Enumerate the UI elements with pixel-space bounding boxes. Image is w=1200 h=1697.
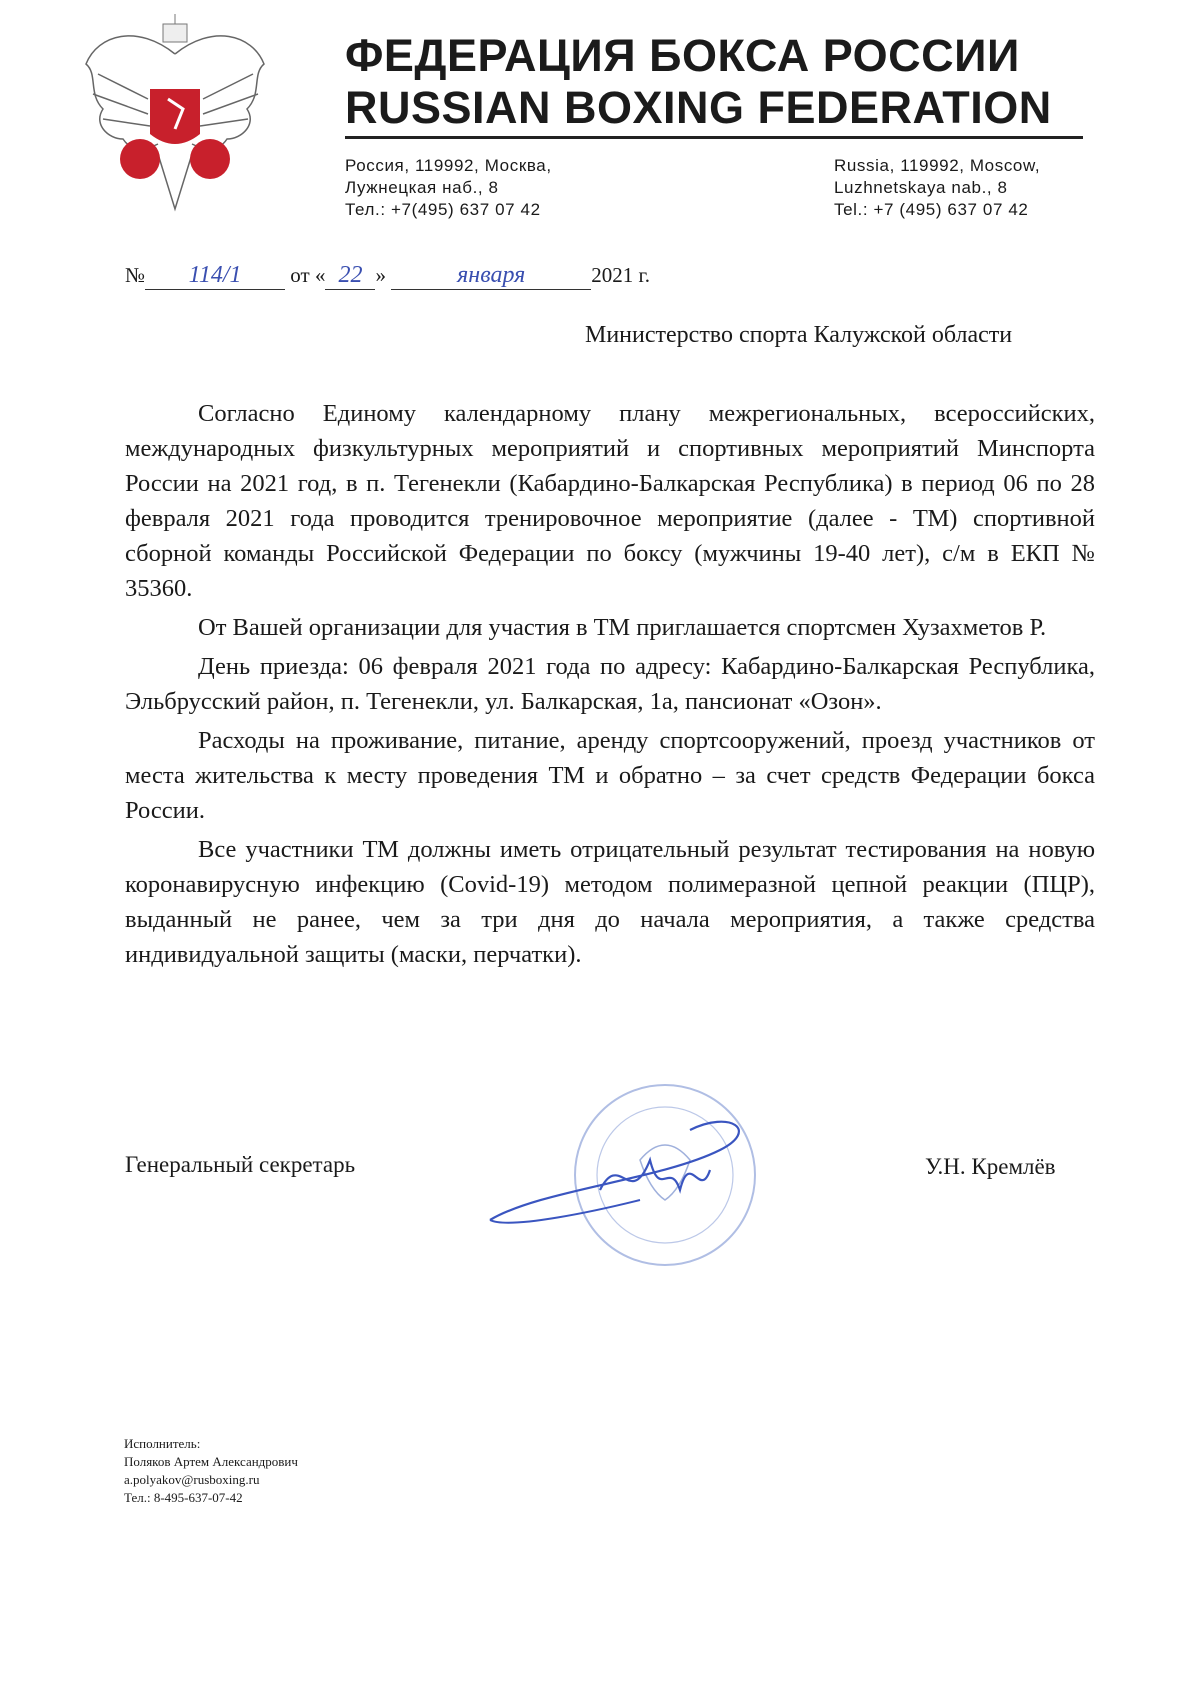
letter-body [125, 396, 1095, 976]
address-ru [345, 155, 552, 221]
date-month: января [391, 262, 591, 290]
executor-name: Поляков Артем Александрович [124, 1454, 298, 1469]
date-label: от « [290, 263, 326, 287]
paragraph: Все участники ТМ должны иметь отрицательный результат тестирования на новую коронавирусную инфекцию (Covid-19) методом полимеразной цепной реакции (ПЦР), выданный не ранее, чем за три дня до начала мероприятия, а также средства индивидуальной защиты (маски, перчатки). [125, 836, 1095, 968]
date-year: 2021 г. [591, 263, 650, 287]
phone-line: Tel.: +7 (495) 637 07 42 [834, 200, 1029, 219]
executor-phone: Тел.: 8-495-637-07-42 [124, 1490, 243, 1505]
addressee: Министерство спорта Калужской области [585, 322, 1013, 348]
paragraph: День приезда: 06 февраля 2021 года по адресу: Кабардино-Балкарская Республика, Эльбрусский район, п. Тегенекли, ул. Балкарская, 1а, пансионат «Озон». [125, 653, 1095, 715]
quote-mark: » [375, 263, 386, 287]
address-line: Luzhnetskaya nab., 8 [834, 178, 1008, 197]
coat-of-arms-emblem [78, 14, 273, 214]
executor-email: a.polyakov@rusboxing.ru [124, 1472, 260, 1487]
phone-line: Тел.: +7(495) 637 07 42 [345, 200, 541, 219]
address-en [834, 155, 1040, 221]
document-reference [125, 262, 650, 290]
address-line: Лужнецкая наб., 8 [345, 178, 499, 197]
executor-label: Исполнитель: [124, 1436, 201, 1451]
federation-title-ru: ФЕДЕРАЦИЯ БОКСА РОССИИ [345, 30, 1020, 81]
official-stamp-and-signature [480, 1070, 820, 1300]
signatory-name: У.Н. Кремлёв [925, 1154, 1056, 1179]
header-divider [345, 136, 1083, 139]
paragraph: Согласно Единому календарному плану межрегиональных, всероссийских, международных физкультурных мероприятий и спортивных мероприятий Минспорта России на 2021 год, в п. Тегенекли (Кабардино-Балкарская Республика) в период 06 по 28 февраля 2021 года проводится тренировочное мероприятие (далее - ТМ) спортивной сборной команды Российской Федерации по боксу (мужчины 19-40 лет), с/м в ЕКП № 35360. [125, 400, 1095, 602]
address-line: Россия, 119992, Москва, [345, 156, 552, 175]
signatory-position: Генеральный секретарь [125, 1152, 356, 1177]
federation-title-en: RUSSIAN BOXING FEDERATION [345, 82, 1052, 133]
paragraph: Расходы на проживание, питание, аренду спортсооружений, проезд участников от места жительства к месту проведения ТМ и обратно – за счет средств Федерации бокса России. [125, 727, 1095, 824]
number-label: № [125, 263, 146, 287]
address-line: Russia, 119992, Moscow, [834, 156, 1041, 175]
paragraph: От Вашей организации для участия в ТМ приглашается спортсмен Хузахметов Р. [198, 614, 1047, 641]
document-number: 114/1 [145, 262, 285, 290]
date-day: 22 [325, 262, 375, 290]
executor-info [124, 1435, 298, 1507]
